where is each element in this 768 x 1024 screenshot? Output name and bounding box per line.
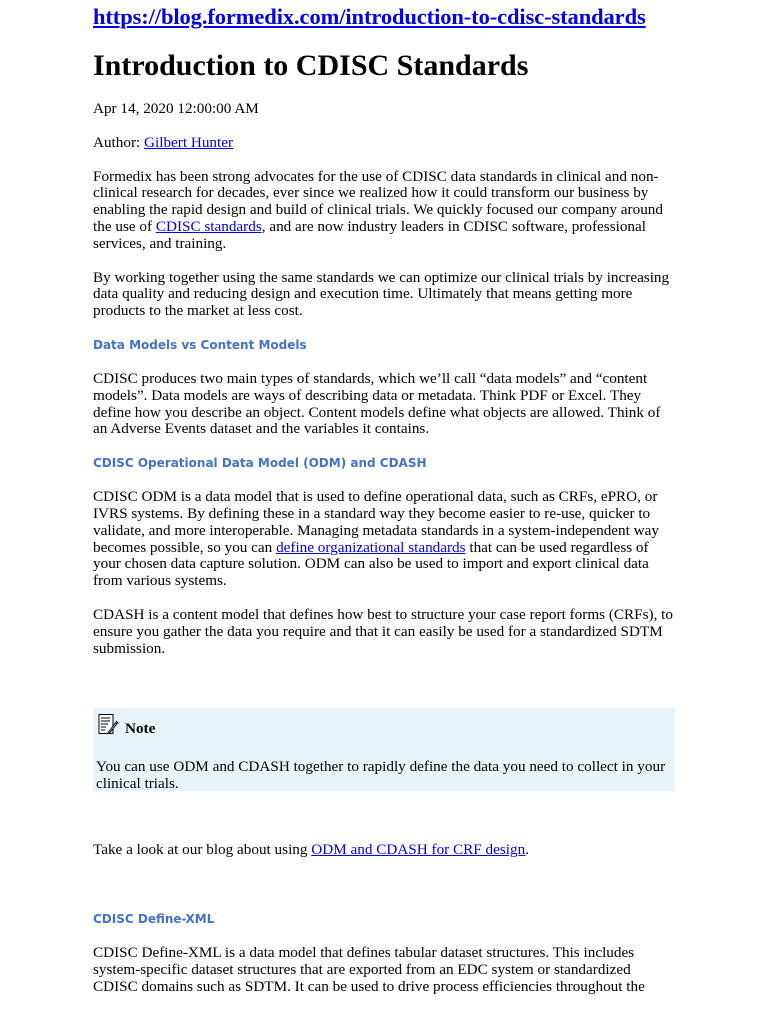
note-pencil-icon	[96, 713, 120, 737]
data-models-paragraph: CDISC produces two main types of standards, which we’ll call “data models” and “content models”. Data models are ways of describing data or metadata. Think PDF or Excel. They define how you describe an object. Content models define what objects are allowed. Think of an Adverse Events dataset and the variables it contains.	[93, 369, 661, 438]
article-date: Apr 14, 2020 12:00:00 AM	[93, 100, 259, 117]
blog-reference-paragraph	[93, 842, 675, 859]
odm-text-before: CDISC ODM is a data model that is used to define operational data, such as CRFs, ePRO, or IVRS systems. By defining these in a standard way they become easier to re-use, quicker to validate, and more interoperable. Managing metadata standards in a system-independent way becomes possible, so you can	[93, 488, 659, 556]
define-xml-paragraph: CDISC Define-XML is a data model that defines tabular dataset structures. This includes system-specific dataset structures that are exported from an EDC system or standardized CDISC domains such as SDTM. It can be used to drive process efficiencies throughout the	[93, 944, 645, 995]
blog-text-after: .	[525, 841, 529, 859]
intro-text-after: , and are now industry leaders in CDISC software, professional services, and training.	[93, 217, 646, 252]
define-xml-heading: CDISC Define-XML	[93, 912, 215, 927]
standards-benefit-paragraph: By working together using the same standards we can optimize our clinical trials by increasing data quality and reducing design and execution time. Ultimately that means getting more products to the market at less cost.	[93, 268, 670, 320]
author-label: Author:	[93, 133, 145, 151]
odm-text-after: that can be used regardless of your chosen data capture solution. ODM can also be used to import and export clinical data from various systems.	[93, 538, 649, 590]
note-body: You can use ODM and CDASH together to rapidly define the data you need to collect in your clinical trials.	[96, 758, 666, 793]
note-callout	[93, 708, 675, 791]
blog-text-before: Take a look at our blog about using	[93, 841, 312, 859]
note-title: Note	[125, 720, 156, 738]
article-title: Introduction to CDISC Standards	[93, 49, 529, 82]
cdash-paragraph: CDASH is a content model that defines how best to structure your case report forms (CRFs), to ensure you gather the data you require and that it can easily be used for a standardized SDTM submission.	[93, 605, 673, 657]
organizational-standards-link[interactable]: define organizational standards	[276, 538, 466, 556]
intro-paragraph	[93, 169, 675, 253]
author-link[interactable]: Gilbert Hunter	[144, 133, 234, 151]
article-author	[93, 135, 675, 152]
odm-cdash-crf-link[interactable]: ODM and CDASH for CRF design	[311, 841, 526, 859]
article-page	[93, 0, 675, 996]
page-url-link[interactable]: https://blog.formedix.com/introduction-to-cdisc-standards	[93, 4, 646, 29]
odm-paragraph	[93, 489, 675, 590]
intro-text-before: Formedix has been strong advocates for the use of CDISC data standards in clinical and non-clinical research for decades, ever since we realized how it could transform our business by enabling the rapid design and build of clinical trials. We quickly focused our company around the use of	[93, 167, 663, 235]
note-header	[96, 711, 672, 739]
odm-cdash-heading: CDISC Operational Data Model (ODM) and CDASH	[93, 456, 427, 471]
data-models-heading: Data Models vs Content Models	[93, 337, 307, 352]
cdisc-standards-link[interactable]: CDISC standards	[155, 217, 262, 235]
